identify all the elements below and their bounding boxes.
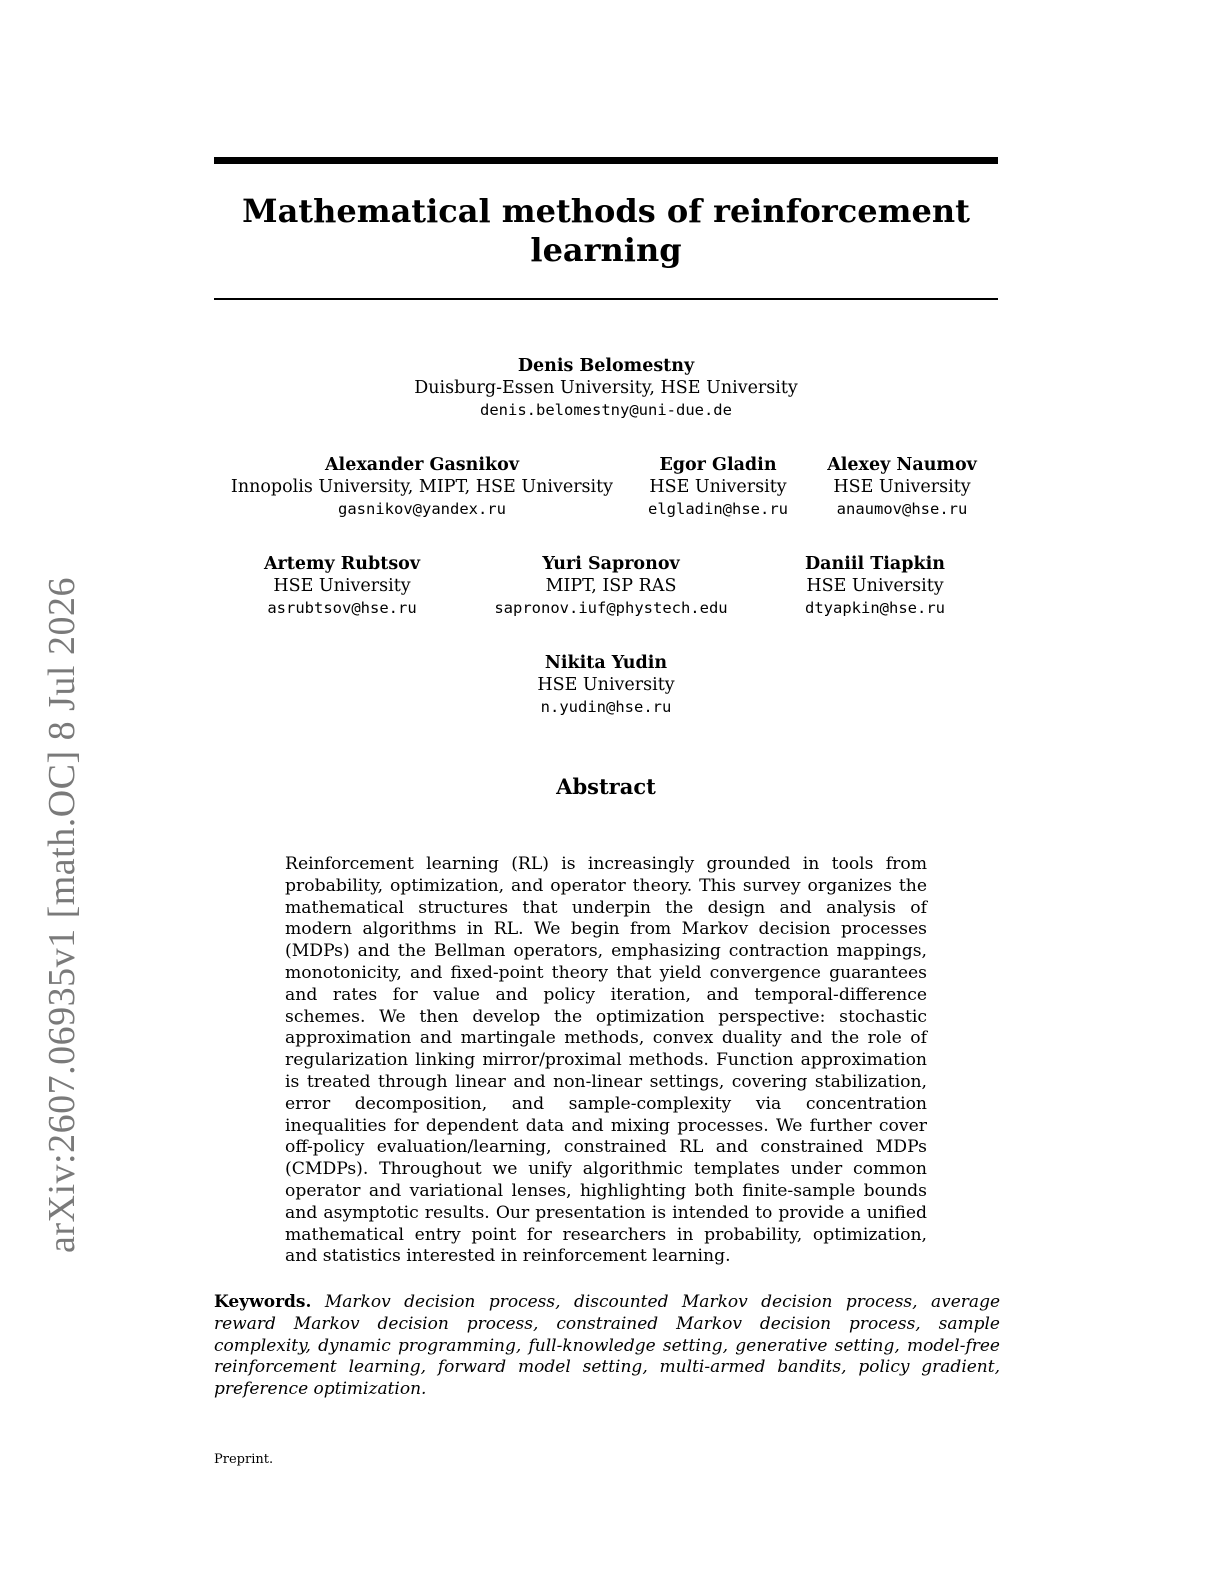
abstract-heading: Abstract xyxy=(556,774,656,799)
keywords-label: Keywords. xyxy=(214,1292,312,1312)
author-email[interactable]: denis.belomestny@uni-due.de xyxy=(480,401,732,419)
paper-title xyxy=(214,192,998,270)
author-email[interactable]: dtyapkin@hse.ru xyxy=(805,599,945,617)
title-line-2: learning xyxy=(530,231,682,269)
arxiv-identifier-stamp[interactable]: arXiv:2607.06935v1 [math.OC] 8 Jul 2026 xyxy=(41,576,83,1254)
preprint-note: Preprint. xyxy=(214,1452,274,1467)
author-name: Denis Belomestny xyxy=(517,356,695,376)
title-top-rule xyxy=(214,157,998,164)
author-block xyxy=(466,553,756,619)
author-name: Alexey Naumov xyxy=(827,455,977,475)
author-affiliation: HSE University xyxy=(273,576,411,596)
author-block xyxy=(406,355,806,421)
author-affiliation: HSE University xyxy=(806,576,944,596)
author-name: Nikita Yudin xyxy=(544,653,668,673)
author-email[interactable]: asrubtsov@hse.ru xyxy=(267,599,417,617)
author-block xyxy=(486,652,726,718)
author-affiliation: Duisburg-Essen University, HSE University xyxy=(414,378,798,398)
author-block xyxy=(222,454,622,520)
author-affiliation: HSE University xyxy=(833,477,971,497)
author-name: Artemy Rubtsov xyxy=(263,554,421,574)
author-affiliation: HSE University xyxy=(649,477,787,497)
author-name: Yuri Sapronov xyxy=(542,554,680,574)
author-email[interactable]: sapronov.iuf@phystech.edu xyxy=(494,599,728,617)
author-name: Egor Gladin xyxy=(659,455,777,475)
author-affiliation: HSE University xyxy=(537,675,675,695)
title-line-1: Mathematical methods of reinforcement xyxy=(242,192,970,230)
author-block xyxy=(780,553,970,619)
author-affiliation: MIPT, ISP RAS xyxy=(545,576,677,596)
author-email[interactable]: gasnikov@yandex.ru xyxy=(338,500,506,518)
author-name: Daniil Tiapkin xyxy=(804,554,946,574)
author-block xyxy=(242,553,442,619)
author-email[interactable]: n.yudin@hse.ru xyxy=(540,698,672,716)
keywords-text: Markov decision process, discounted Markov decision process, average reward Markov decision process, constrained Markov decision process, sample complexity, dynamic programming, full-knowledge setting, generative setting, model-free reinforcement learning, forward model setting, multi-armed bandits, policy gradient, preference optimization. xyxy=(214,1292,1001,1400)
author-affiliation: Innopolis University, MIPT, HSE University xyxy=(230,477,614,497)
author-block xyxy=(628,454,808,520)
author-name: Alexander Gasnikov xyxy=(324,455,519,475)
keywords-section xyxy=(214,1292,1000,1401)
author-email[interactable]: elgladin@hse.ru xyxy=(648,500,788,518)
abstract-text: Reinforcement learning (RL) is increasingly grounded in tools from probability, optimization, and operator theory. This survey organizes the mathematical structures that underpin the design and analysis of modern algorithms in RL. We begin from Markov decision processes (MDPs) and the Bellman operators, emphasizing contraction mappings, monotonicity, and fixed-point theory that yield convergence guarantees and rates for value and policy iteration, and temporal-difference schemes. We then develop the optimization perspective: stochastic approximation and martingale methods, convex duality and the role of regularization linking mirror/proximal methods. Function approximation is treated through linear and non-linear settings, covering stabilization, error decomposition, and sample-complexity via concentration inequalities for dependent data and mixing processes. We further cover off-policy evaluation/learning, constrained RL and constrained MDPs (CMDPs). Throughout we unify algorithmic templates under common operator and variational lenses, highlighting both finite-sample bounds and asymptotic results. Our presentation is intended to provide a unified mathematical entry point for researchers in probability, optimization, and statistics interested in reinforcement learning. xyxy=(285,854,927,1267)
author-block xyxy=(812,454,992,520)
author-email[interactable]: anaumov@hse.ru xyxy=(836,500,968,518)
title-bottom-rule xyxy=(214,298,998,300)
